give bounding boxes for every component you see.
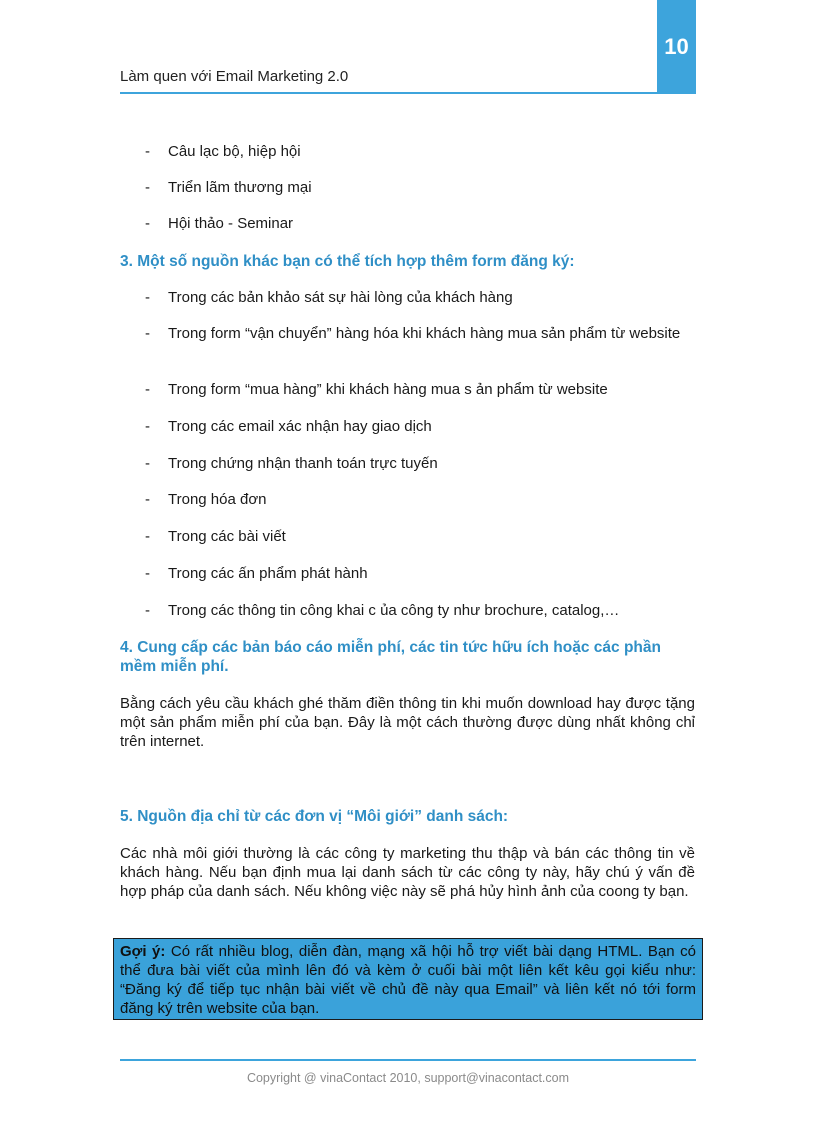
page-number-tab — [657, 0, 696, 92]
footer-copyright: Copyright @ vinaContact 2010, support@vinacontact.com — [246, 1071, 570, 1085]
bullet-dash: - — [145, 418, 150, 435]
section-4-heading: 4. Cung cấp các bản báo cáo miễn phí, các tin tức hữu ích hoặc các phần mềm miễn phí. — [120, 639, 661, 675]
list-item-text: Trong form “vận chuyển” hàng hóa khi khách hàng mua sản phẩm từ website — [168, 325, 681, 342]
section-5-body: Các nhà môi giới thường là các công ty marketing thu thập và bán các thông tin về khách hàng. Nếu bạn định mua lại danh sách từ các công ty này, hãy chú ý vấn đề hợp pháp của danh sách. Nếu không việc này sẽ phá hủy hình ảnh của coong ty bạn. — [120, 845, 695, 900]
section-3-heading: 3. Một số nguồn khác bạn có thể tích hợp thêm form đăng ký: — [120, 253, 575, 270]
bullet-dash: - — [145, 565, 150, 582]
page-number: 10 — [664, 34, 689, 59]
list-item-text: Hội thảo - Seminar — [168, 215, 294, 232]
bullet-dash: - — [145, 143, 150, 160]
list-item-text: Trong chứng nhận thanh toán trực tuyến — [168, 455, 438, 472]
section-5-heading: 5. Nguồn địa chỉ từ các đơn vị “Môi giới” danh sách: — [120, 808, 509, 825]
list-item-text: Trong các email xác nhận hay giao dịch — [168, 418, 432, 435]
tip-body: Có rất nhiều blog, diễn đàn, mạng xã hội hỗ trợ viết bài dạng HTML. Bạn có thể đưa bài viết của mình lên đó và kèm ở cuối bài một liên kết kêu gọi kiểu như: “Đăng ký để tiếp tục nhận bài viết về chủ đề này qua Email” và liên kết nó tới form đăng ký trên website của bạn. — [120, 943, 696, 1017]
bullet-dash: - — [145, 289, 150, 306]
list-item-text: Triển lãm thương mại — [168, 179, 312, 196]
footer-divider — [120, 1059, 696, 1061]
tip-text — [120, 942, 696, 1018]
bullet-dash: - — [145, 325, 150, 342]
header-title: Làm quen với Email Marketing 2.0 — [120, 68, 349, 85]
list-item-text: Trong hóa đơn — [168, 491, 267, 508]
bullet-dash: - — [145, 455, 150, 472]
list-item-text: Câu lạc bộ, hiệp hội — [168, 143, 301, 160]
bullet-dash: - — [145, 602, 150, 619]
list-item-text: Trong các bản khảo sát sự hài lòng của khách hàng — [168, 289, 513, 306]
section-4-body: Bằng cách yêu cầu khách ghé thăm điền thông tin khi muốn download hay được tặng một sản phẩm miễn phí của bạn. Đây là một cách thường được dùng nhất không chỉ trên internet. — [120, 695, 695, 750]
header-divider — [120, 92, 696, 94]
bullet-dash: - — [145, 215, 150, 232]
list-item-text: Trong các ấn phẩm phát hành — [168, 565, 368, 582]
bullet-dash: - — [145, 381, 150, 398]
list-item-text: Trong form “mua hàng” khi khách hàng mua s ản phẩm từ website — [168, 381, 608, 398]
list-item-text: Trong các thông tin công khai c ủa công ty như brochure, catalog,… — [168, 602, 620, 619]
list-item-text: Trong các bài viết — [168, 528, 286, 545]
bullet-dash: - — [145, 528, 150, 545]
tip-box — [113, 938, 703, 1020]
bullet-dash: - — [145, 491, 150, 508]
bullet-dash: - — [145, 179, 150, 196]
tip-label: Gợi ý: — [120, 943, 166, 960]
